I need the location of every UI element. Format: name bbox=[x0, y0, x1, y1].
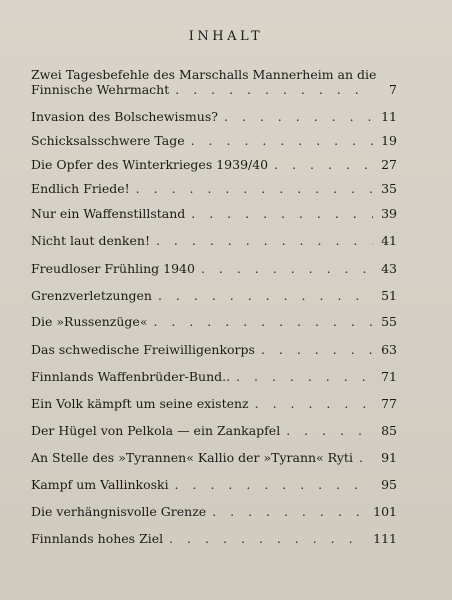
toc-entry-title: Die »Russenzüge« bbox=[31, 314, 148, 329]
leader-dots bbox=[201, 261, 373, 276]
toc-entry-page: 35 bbox=[381, 181, 397, 196]
leader-dots bbox=[224, 109, 373, 124]
toc-entry-title: Das schwedische Freiwilligenkorps bbox=[31, 342, 255, 357]
toc-entry-13 bbox=[31, 396, 397, 411]
toc-entry-page: 71 bbox=[381, 369, 397, 384]
toc-entry-title: Freudloser Frühling 1940 bbox=[31, 261, 195, 276]
leader-dots bbox=[236, 369, 373, 384]
toc-entry-page: 77 bbox=[381, 396, 397, 411]
toc-entry-title: Schicksalsschwere Tage bbox=[31, 133, 185, 148]
leader-dots bbox=[136, 181, 373, 196]
toc-entry-title-line1: Zwei Tagesbefehle des Marschalls Mannerheim an die bbox=[31, 67, 377, 82]
toc-entry-title: Grenzverletzungen bbox=[31, 288, 152, 303]
toc-entry-page: 11 bbox=[381, 109, 397, 124]
toc-entry-page: 55 bbox=[381, 314, 397, 329]
toc-entry-page: 101 bbox=[373, 504, 397, 519]
toc-entry-page: 95 bbox=[381, 477, 397, 492]
toc-entry-page: 111 bbox=[373, 531, 397, 546]
toc-entry-title: Finnlands Waffenbrüder-Bund.. bbox=[31, 369, 231, 384]
toc-entry-page: 19 bbox=[381, 133, 397, 148]
toc-entry-page: 41 bbox=[381, 233, 397, 248]
leader-dots bbox=[255, 396, 373, 411]
toc-entry-title: Invasion des Bolschewismus? bbox=[31, 109, 218, 124]
leader-dots bbox=[156, 233, 373, 248]
toc-entry-5 bbox=[31, 181, 397, 196]
toc-entry-14 bbox=[31, 423, 397, 438]
toc-entry-title: Ein Volk kämpft um seine existenz bbox=[31, 396, 249, 411]
toc-entry-17 bbox=[31, 504, 397, 519]
leader-dots bbox=[286, 423, 373, 438]
leader-dots bbox=[175, 477, 373, 492]
toc-entry-title: Die verhängnisvolle Grenze bbox=[31, 504, 207, 519]
leader-dots bbox=[169, 531, 367, 546]
leader-dots bbox=[212, 504, 367, 519]
toc-entry-10 bbox=[31, 314, 397, 329]
toc-entry-9 bbox=[31, 288, 397, 303]
toc-entry-page: 7 bbox=[389, 82, 397, 97]
leader-dots bbox=[191, 133, 373, 148]
toc-entry-7 bbox=[31, 233, 397, 248]
page-title: INHALT bbox=[188, 29, 264, 44]
toc-entry-page: 63 bbox=[381, 342, 397, 357]
toc-entry-title: An Stelle des »Tyrannen« Kallio der »Tyrann« Ryti bbox=[31, 450, 353, 465]
toc-entry-title: Die Opfer des Winterkrieges 1939/40 bbox=[31, 157, 269, 172]
toc-entry-15 bbox=[31, 450, 397, 465]
leader-dots bbox=[191, 206, 373, 221]
leader-dots bbox=[359, 450, 373, 465]
toc-entry-title: Nicht laut denken! bbox=[31, 233, 150, 248]
toc-entry-18 bbox=[31, 531, 397, 546]
toc-entry-page: 27 bbox=[381, 157, 397, 172]
toc-entry-4 bbox=[31, 157, 397, 172]
toc-entry-6 bbox=[31, 206, 397, 221]
toc-entry-12 bbox=[31, 369, 397, 384]
toc-entry-page: 43 bbox=[381, 261, 397, 276]
toc-entry-2 bbox=[31, 109, 397, 124]
toc-entry-title: Endlich Friede! bbox=[31, 181, 130, 196]
toc-entry-page: 39 bbox=[381, 206, 397, 221]
toc-entry-title: Nur ein Waffenstillstand bbox=[31, 206, 186, 221]
toc-entry-page: 51 bbox=[381, 288, 397, 303]
leader-dots bbox=[261, 342, 373, 357]
leader-dots bbox=[153, 314, 373, 329]
leader-dots bbox=[274, 157, 373, 172]
leader-dots bbox=[158, 288, 373, 303]
toc-entry-16 bbox=[31, 477, 397, 492]
toc-entry-title: Finnische Wehrmacht bbox=[31, 82, 170, 97]
toc-entry-8 bbox=[31, 261, 397, 276]
toc-entry-page: 85 bbox=[381, 423, 397, 438]
toc-entry-title: Der Hügel von Pelkola — ein Zankapfel bbox=[31, 423, 281, 438]
toc-entry-title: Kampf um Vallinkoski bbox=[31, 477, 169, 492]
toc-entry-11 bbox=[31, 342, 397, 357]
toc-entry-3 bbox=[31, 133, 397, 148]
toc-entry-title: Finnlands hohes Ziel bbox=[31, 531, 164, 546]
toc-entry-page: 91 bbox=[381, 450, 397, 465]
leader-dots bbox=[175, 82, 373, 97]
toc-entry-1 bbox=[31, 67, 397, 97]
